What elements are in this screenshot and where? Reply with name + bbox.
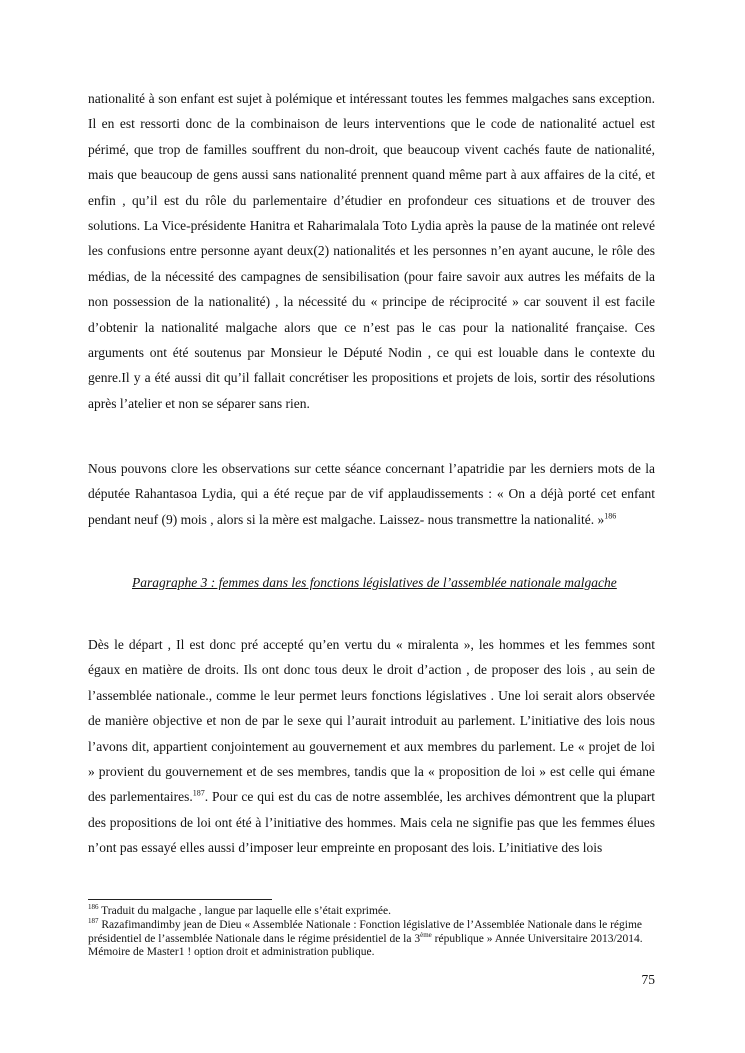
footnote-ref-186: 186 <box>604 511 617 521</box>
paragraph-3 <box>88 632 655 861</box>
footnote-number: 187 <box>88 917 99 926</box>
page-number: 75 <box>641 972 655 987</box>
paragraph-2-text: Nous pouvons clore les observations sur cette séance concernant l’apatridie par les derniers mots de la députée Rahantasoa Lydia, qui a été reçue par de vif applaudissements : « On a déjà porté cet enfant pendant neuf (9) mois , alors si la mère est malgache. Laissez- nous transmettre la nationalité. » <box>88 461 655 527</box>
paragraph-3-text-a: Dès le départ , Il est donc pré accepté qu’en vertu du « miralenta », les hommes et les femmes sont égaux en matière de droits. Ils ont donc tous deux le droit d’action , de proposer des lois , au sein de l’assemblée nationale., comme le leur permet leurs fonctions législatives . Une loi serait alors observée de manière objective et non de par le sexe qui l’aurait introduit au parlement. L’initiative des lois nous l’avons dit, appartient conjointement au gouvernement et aux membres du parlement. Le « projet de loi » provient du gouvernement et de ses membres, tandis que la « proposition de loi » est celle qui émane des parlementaires. <box>88 637 655 805</box>
footnote-ref-187: 187 <box>192 788 205 798</box>
footnote-number: 186 <box>88 903 99 912</box>
section-heading: Paragraphe 3 : femmes dans les fonctions législatives de l’assemblée nationale malgache <box>132 575 617 590</box>
paragraph-2 <box>88 456 655 532</box>
footnote-superscript: ème <box>420 930 432 939</box>
footnote-186 <box>88 905 655 919</box>
paragraph-1: nationalité à son enfant est sujet à polémique et intéressant toutes les femmes malgaches sans exception. Il en est ressorti donc de la combinaison de leurs interventions que le code de nationalité actuel est périmé, que trop de familles souffrent du non-droit, que beaucoup vivent cachés faute de nationalité, mais que beaucoup de gens aussi sans nationalité prennent quand même part à aux affaires de la cité, et enfin , qu’il est du rôle du parlementaire d’étudier en profondeur ces situations et de trouver des solutions. La Vice-présidente Hanitra et Raharimalala Toto Lydia après la pause de la matinée ont relevé les confusions entre personne ayant deux(2) nationalités et les personnes n’en ayant aucune, le rôle des médias, de la nécessité des campagnes de sensibilisation (pour faire savoir aux autres les méfaits de la non possession de la nationalité) , la nécessité du « principe de réciprocité » car souvent il est facile d’obtenir la nationalité malgache alors que ce n’est pas le cas pour la nationalité française. Ces arguments ont été soutenus par Monsieur le Député Nodin , ce qui est louable dans le contexte du genre.Il y a été aussi dit qu’il fallait concrétiser les propositions et projets de lois, sortir des résolutions après l’atelier et non se séparer sans rien. <box>88 91 655 411</box>
paragraph-3-text-b: . Pour ce qui est du cas de notre assemblée, les archives démontrent que la plupart des propositions de loi ont été à l’initiative des hommes. Mais cela ne signifie pas que les femmes élues n’ont pas essayé elles aussi d’imposer leur empreinte en proposant des lois. L’initiative des lois <box>88 789 656 856</box>
footnote-separator <box>88 899 272 900</box>
footnote-text-a: Razafimandimby jean de Dieu « Assemblée Nationale : Fonction législative de l’Assemblée Nationale dans le régime présidentiel de l’assemblée Nationale dans le régime présidentiel de la 3 <box>88 919 643 945</box>
footnote-text: Traduit du malgache , langue par laquelle elle s’était exprimée. <box>98 905 392 917</box>
footnote-text-b: république » Année Universitaire 2013/2014. Mémoire de Master1 ! option droit et administration publique. <box>88 932 643 959</box>
footnote-187 <box>88 919 655 960</box>
